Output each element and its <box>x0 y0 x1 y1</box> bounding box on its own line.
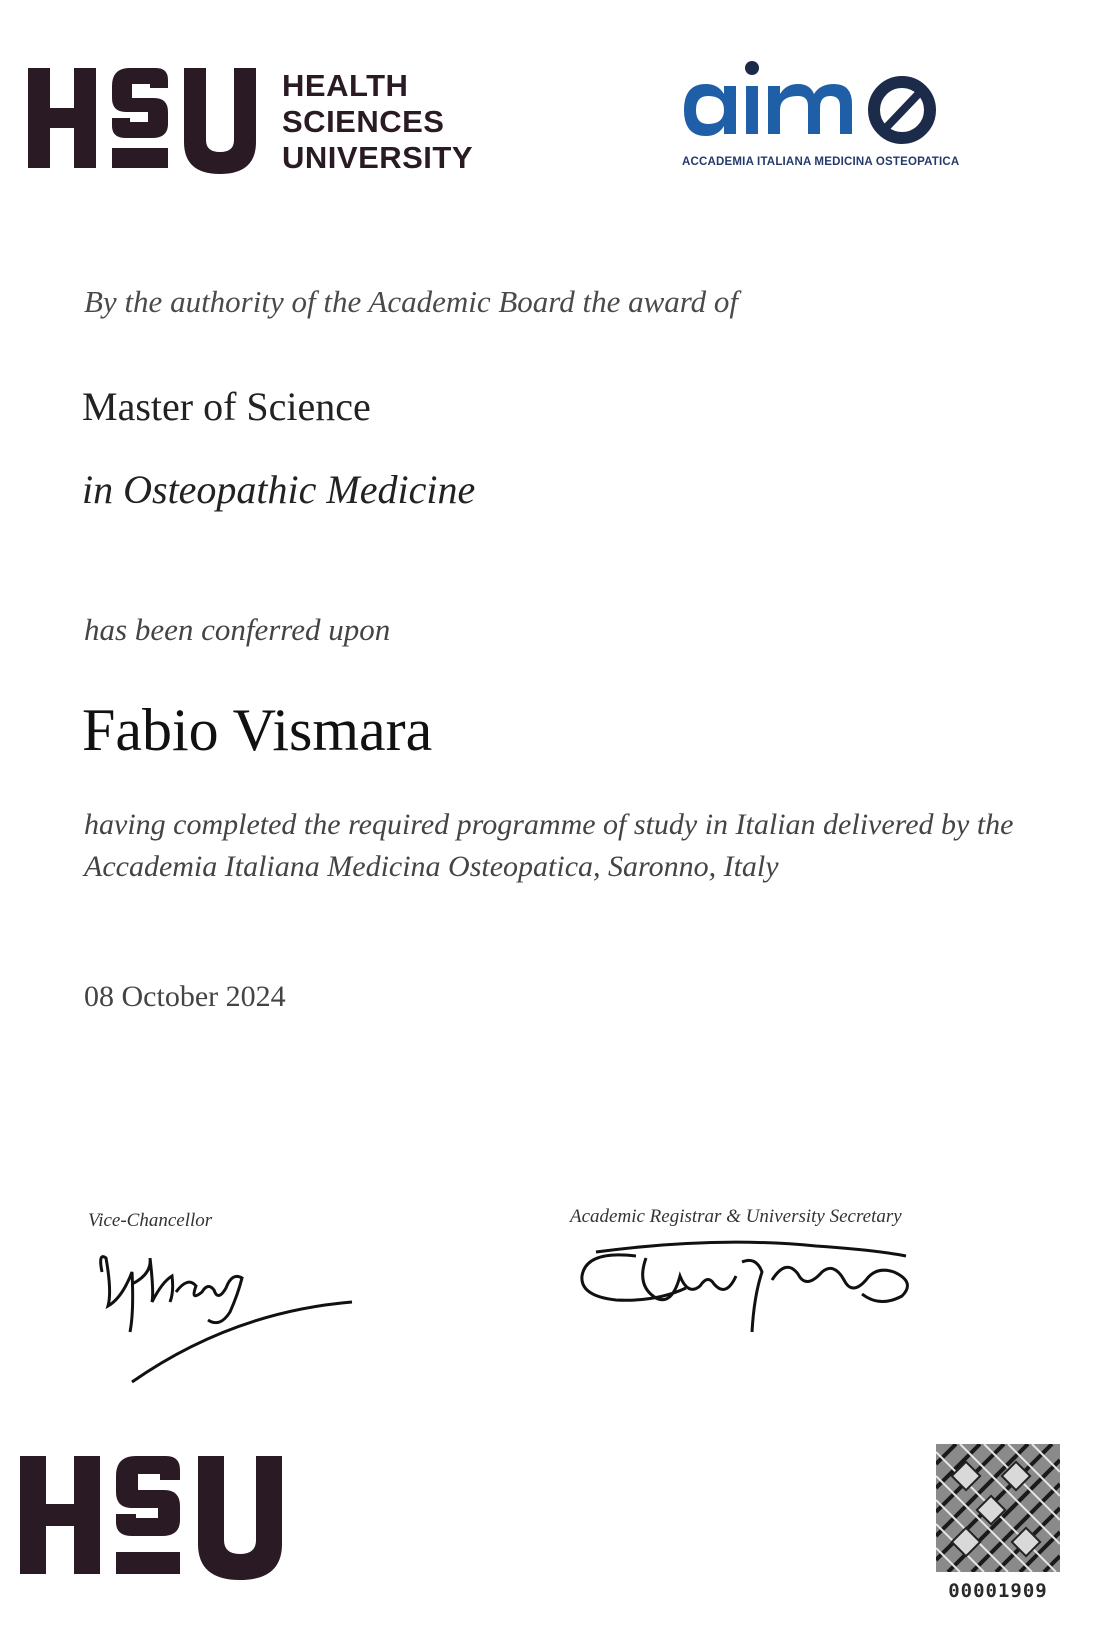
hsu-name-line-1: HEALTH <box>282 68 409 103</box>
certificate-serial: 00001909 <box>948 1580 1048 1602</box>
programme-text: having completed the required programme of study in Italian delivered by the Accademia Italiana Medicina Osteopatica, Saronno, Italy <box>84 808 1014 883</box>
vice-chancellor-signature <box>92 1232 362 1402</box>
recipient-name: Fabio Vismara <box>82 697 433 763</box>
conferred-text: has been conferred upon <box>84 612 391 647</box>
hologram-seal <box>936 1444 1060 1572</box>
vice-chancellor-label: Vice-Chancellor <box>88 1210 213 1231</box>
hsu-name-line-2: SCIENCES <box>282 104 445 139</box>
hsu-name-line-3: UNIVERSITY <box>282 140 474 175</box>
aimo-logo <box>676 40 986 150</box>
hsu-footer-logo <box>20 1452 292 1582</box>
registrar-label: Academic Registrar & University Secretary <box>570 1206 902 1227</box>
award-intro: By the authority of the Academic Board the award of <box>84 284 739 319</box>
degree-field: in Osteopathic Medicine <box>82 467 476 512</box>
hsu-name <box>282 68 473 176</box>
registrar-signature <box>576 1236 936 1356</box>
degree-title: Master of Science <box>82 384 371 429</box>
hsu-logo <box>28 62 268 180</box>
aimo-subtitle: ACCADEMIA ITALIANA MEDICINA OSTEOPATICA <box>682 156 960 168</box>
award-date: 08 October 2024 <box>84 980 286 1013</box>
